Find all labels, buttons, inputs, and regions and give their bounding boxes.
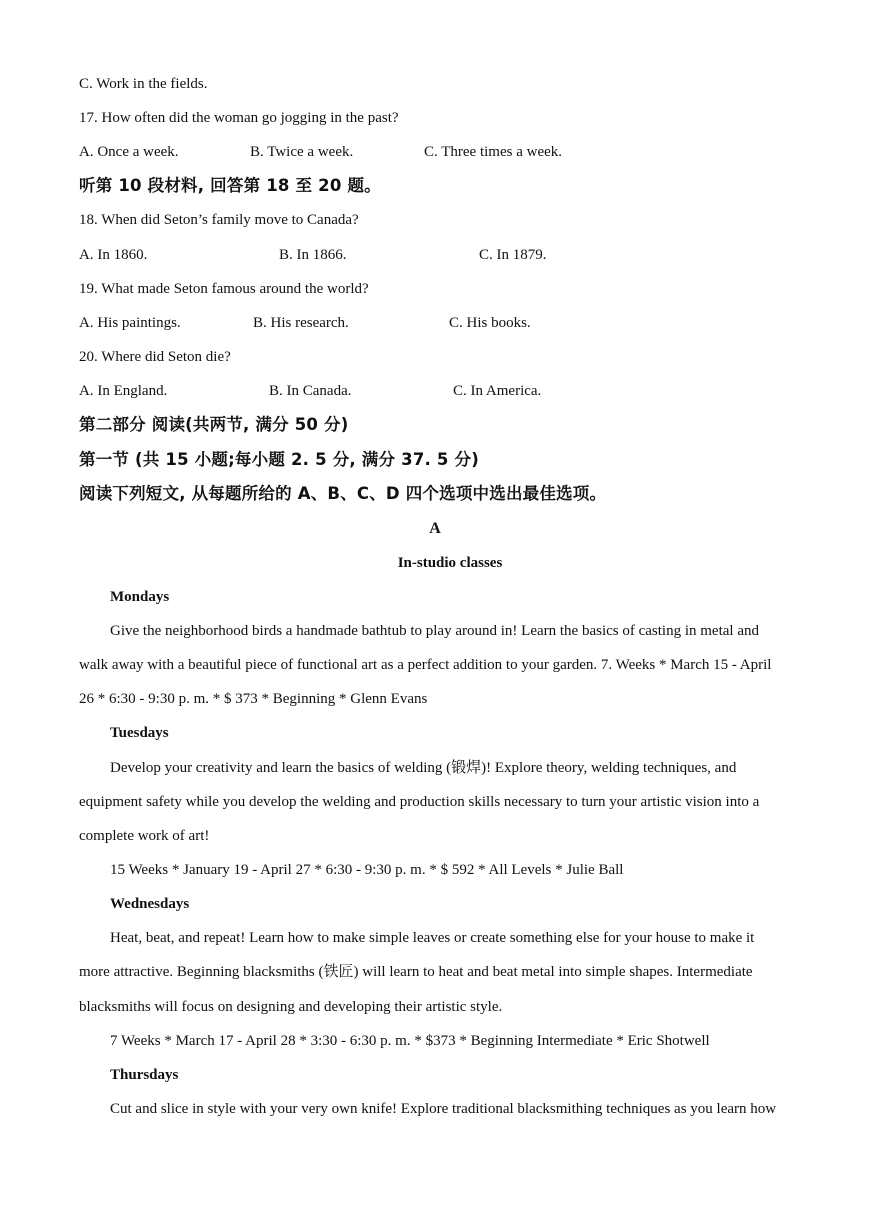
- wednesdays-line-1: Heat, beat, and repeat! Learn how to make simple leaves or create something else for your house to make it: [110, 930, 755, 946]
- q20-option-a: A. In England.: [79, 383, 168, 399]
- passage-title: In-studio classes: [397, 555, 503, 571]
- mondays-line-1: Give the neighborhood birds a handmade bathtub to play around in! Learn the basics of casting in metal and: [110, 623, 759, 639]
- q17-question: 17. How often did the woman go jogging in the past?: [79, 110, 399, 126]
- q20-option-b: B. In Canada.: [269, 383, 352, 399]
- passage-letter: A: [429, 520, 441, 537]
- tuesdays-details: 15 Weeks * January 19 - April 27 * 6:30 - 9:30 p. m. * $ 592 * All Levels * Julie Ball: [110, 862, 624, 878]
- section10-heading: 听第 10 段材料, 回答第 18 至 20 题。: [79, 176, 381, 195]
- q17-option-b: B. Twice a week.: [250, 144, 354, 160]
- q19-option-a: A. His paintings.: [79, 315, 181, 331]
- thursdays-line-1: Cut and slice in style with your very own knife! Explore traditional blacksmithing techniques as you learn how: [110, 1101, 777, 1117]
- reading-part-heading: 第二部分 阅读(共两节, 满分 50 分): [79, 415, 349, 434]
- q18-option-c: C. In 1879.: [479, 247, 547, 263]
- q19-option-c: C. His books.: [449, 315, 531, 331]
- q18-question: 18. When did Seton’s family move to Canada?: [79, 212, 359, 228]
- mondays-line-2: walk away with a beautiful piece of functional art as a perfect addition to your garden. 7. Weeks * March 15 - April: [79, 657, 772, 673]
- reading-instruction: 阅读下列短文, 从每题所给的 A、B、C、D 四个选项中选出最佳选项。: [79, 484, 607, 503]
- q17-option-a: A. Once a week.: [79, 144, 179, 160]
- wednesdays-heading: Wednesdays: [110, 896, 190, 912]
- q20-option-c: C. In America.: [453, 383, 542, 399]
- mondays-heading: Mondays: [110, 589, 170, 605]
- mondays-line-3: 26 * 6:30 - 9:30 p. m. * $ 373 * Beginning * Glenn Evans: [79, 691, 428, 707]
- wednesdays-line-3: blacksmiths will focus on designing and developing their artistic style.: [79, 999, 503, 1015]
- reading-section-heading: 第一节 (共 15 小题;每小题 2. 5 分, 满分 37. 5 分): [79, 450, 479, 469]
- q16-option-c: C. Work in the fields.: [79, 76, 208, 92]
- tuesdays-line-1: Develop your creativity and learn the basics of welding (锻焊)! Explore theory, welding techniques, and: [110, 760, 737, 776]
- q19-question: 19. What made Seton famous around the world?: [79, 281, 369, 297]
- q17-option-c: C. Three times a week.: [424, 144, 563, 160]
- tuesdays-line-3: complete work of art!: [79, 828, 210, 844]
- thursdays-heading: Thursdays: [110, 1067, 179, 1083]
- tuesdays-line-2: equipment safety while you develop the welding and production skills necessary to turn your artistic vision into a: [79, 794, 760, 810]
- q19-option-b: B. His research.: [253, 315, 349, 331]
- q18-option-a: A. In 1860.: [79, 247, 148, 263]
- tuesdays-heading: Tuesdays: [110, 725, 169, 741]
- q20-question: 20. Where did Seton die?: [79, 349, 231, 365]
- wednesdays-line-2: more attractive. Beginning blacksmiths (铁匠) will learn to heat and beat metal into simple shapes. Intermediate: [79, 964, 753, 980]
- wednesdays-details: 7 Weeks * March 17 - April 28 * 3:30 - 6:30 p. m. * $373 * Beginning Intermediate * Eric Shotwell: [110, 1033, 710, 1049]
- q18-option-b: B. In 1866.: [279, 247, 347, 263]
